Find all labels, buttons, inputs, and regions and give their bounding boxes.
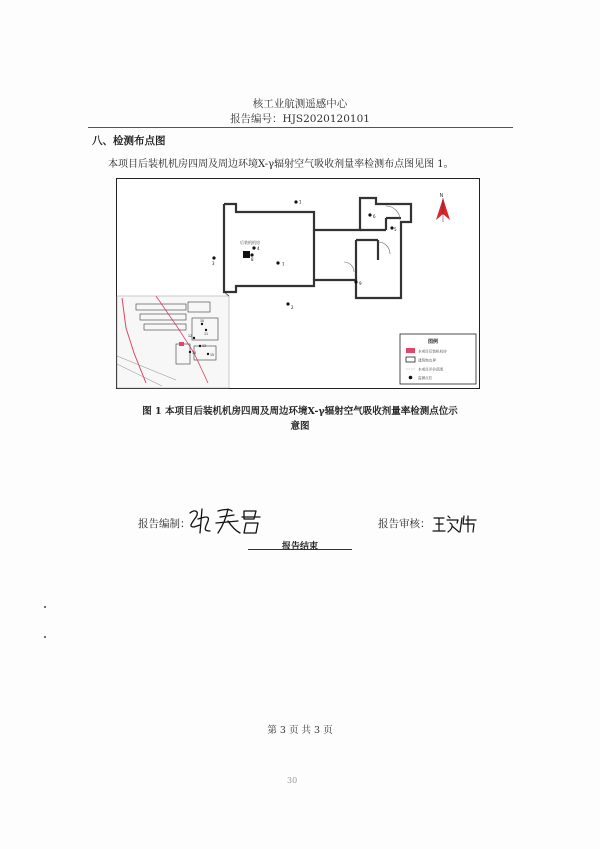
point-label: 8 bbox=[251, 257, 254, 262]
report-end-label: 报告结束 bbox=[281, 542, 318, 552]
legend bbox=[400, 334, 476, 384]
section-title: 八、检测布点图 bbox=[92, 135, 166, 147]
project-location bbox=[179, 342, 184, 346]
legend-item: 本项目评价范围 bbox=[418, 367, 444, 372]
reviewer-signature bbox=[432, 512, 478, 534]
point-label: 5 bbox=[394, 227, 397, 232]
monitoring-point bbox=[368, 213, 371, 216]
legend-item: 建筑物边界 bbox=[418, 358, 436, 363]
monitoring-point bbox=[286, 302, 289, 305]
legend-title: 图例 bbox=[428, 339, 439, 345]
svg-text:13: 13 bbox=[202, 344, 207, 348]
legend-item: 本项目后装机机房 bbox=[418, 349, 447, 354]
point-label: 4 bbox=[257, 246, 260, 251]
compiler-signature bbox=[184, 503, 264, 537]
header-divider bbox=[88, 127, 513, 128]
legend-item: 监测点位 bbox=[418, 376, 433, 380]
point-label: 3 bbox=[212, 261, 215, 266]
scan-speck bbox=[44, 606, 46, 608]
page-number: 第 3 页 共 3 页 bbox=[267, 725, 333, 736]
reviewer-label: 报告审核： bbox=[378, 518, 431, 530]
monitoring-layout-figure bbox=[116, 178, 480, 389]
section-body: 本项目后装机机房四周及周边环境X-γ辐射空气吸收剂量率检测布点图见图 1。 bbox=[108, 159, 454, 170]
figure-caption-continued: 意图 bbox=[290, 421, 310, 432]
svg-text:10: 10 bbox=[200, 319, 205, 323]
monitoring-point bbox=[276, 261, 279, 264]
figure-caption: 图 1 本项目后装机机房四周及周边环境X-γ辐射空气吸收剂量率检测点位示 bbox=[142, 406, 458, 417]
monitoring-point bbox=[294, 200, 297, 203]
bottom-page-mark: 30 bbox=[287, 776, 298, 785]
compiler-label: 报告编制： bbox=[138, 518, 191, 530]
point-label: 2 bbox=[291, 305, 294, 310]
svg-text:N: N bbox=[439, 193, 444, 199]
legend-swatch-point bbox=[409, 376, 413, 380]
point-label: 1 bbox=[299, 199, 302, 205]
monitoring-point bbox=[354, 280, 357, 283]
legend-swatch-building bbox=[406, 357, 415, 362]
point-label: 9 bbox=[359, 281, 362, 286]
report-end-rule bbox=[248, 549, 352, 550]
legend-swatch-project bbox=[406, 348, 415, 353]
header-organization: 核工业航测遥感中心 bbox=[252, 98, 348, 110]
monitoring-point bbox=[212, 256, 215, 259]
svg-text:15: 15 bbox=[210, 353, 215, 357]
point-label: 6 bbox=[373, 214, 376, 219]
inset-site-map bbox=[117, 292, 229, 388]
room-label: 后装机机房 bbox=[240, 240, 260, 245]
svg-text:14: 14 bbox=[192, 351, 197, 355]
monitoring-point bbox=[252, 246, 255, 249]
header-report-number: 报告编号：HJS2020120101 bbox=[230, 113, 370, 125]
point-label: 7 bbox=[282, 262, 285, 267]
afterloader-unit bbox=[243, 251, 250, 258]
svg-text:11: 11 bbox=[204, 332, 209, 336]
scan-speck bbox=[44, 636, 46, 638]
svg-text:12: 12 bbox=[188, 334, 193, 338]
